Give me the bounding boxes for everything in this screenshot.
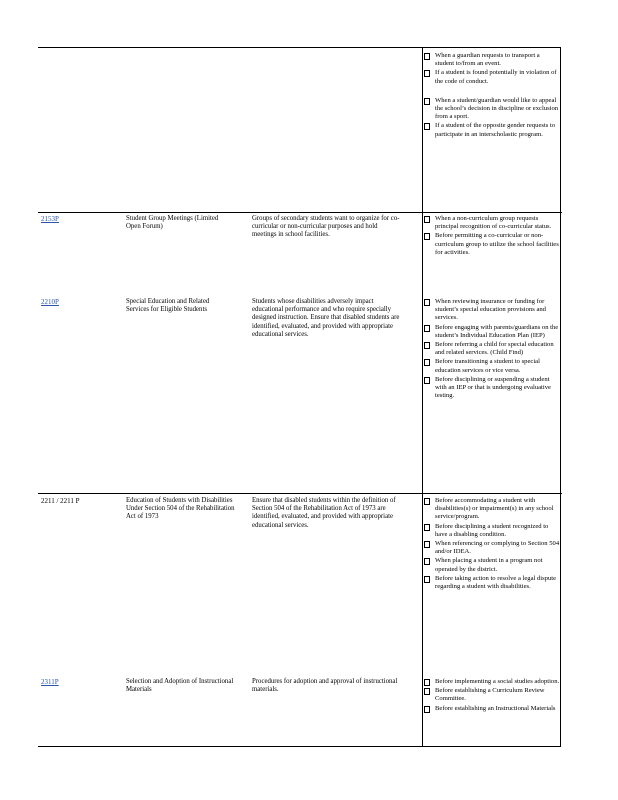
row-0-bullets: [424, 52, 560, 140]
policy-description: Procedures for adoption and approval of instructional materials.: [252, 678, 398, 694]
checkbox-icon: [424, 342, 430, 349]
checkbox-icon: [424, 70, 430, 77]
checkbox-icon: [424, 216, 430, 223]
list-item: Before permitting a co-curricular or non-curriculum group to utilize the school facilities for activities.: [424, 232, 560, 257]
policy-title: Education of Students with Disabilities Under Section 504 of the Rehabilitation Act of 1973: [126, 497, 235, 521]
list-item: Before disciplining a student recognized to have a disabling condition.: [424, 523, 560, 539]
checkbox-icon: [424, 123, 430, 130]
policy-code-link[interactable]: 2210P: [41, 298, 59, 306]
checkbox-icon: [424, 524, 430, 531]
list-item: Before taking action to resolve a legal dispute regarding a student with disabilities.: [424, 575, 560, 591]
checkbox-icon: [424, 98, 430, 105]
checkbox-icon: [424, 679, 430, 686]
row-1-bullets: [424, 215, 560, 258]
policy-code: 2211 / 2211 P: [41, 497, 80, 505]
spacer: [424, 87, 560, 96]
list-item: If a student is found potentially in violation of the code of conduct.: [424, 69, 560, 85]
checkbox-icon: [424, 377, 430, 384]
row-4-bullets: [424, 678, 560, 714]
checkbox-icon: [424, 706, 430, 713]
list-item: Before accommodating a student with disabilities(s) or impairment(s) in any school service/program.: [424, 497, 560, 522]
list-item: When reviewing insurance or funding for student’s special education provisions and services.: [424, 298, 560, 323]
checkbox-icon: [424, 576, 430, 583]
list-item: When referencing or complying to Section 504 and/or IDEA.: [424, 540, 560, 556]
policy-description: Groups of secondary students want to organize for co-curricular or non-curricular purposes and hold meetings in school facilities.: [252, 215, 400, 239]
list-item: Before engaging with parents/guardians on the student’s Individual Education Plan (IEP): [424, 324, 560, 340]
policy-title: Special Education and Related Services for Eligible Students: [126, 298, 210, 314]
list-item: Before transitioning a student to special education services or vice versa.: [424, 358, 560, 374]
list-item: Before referring a child for special education and related services. (Child Find): [424, 341, 560, 357]
checkbox-icon: [424, 53, 430, 60]
checkbox-icon: [424, 359, 430, 366]
list-item: Before establishing a Curriculum Review Committee.: [424, 687, 560, 703]
list-item: When a student/guardian would like to appeal the school’s decision in discipline or exclusion from a sport.: [424, 97, 560, 122]
row-3-bullets: [424, 497, 560, 592]
policy-code[interactable]: 2153P: [41, 215, 59, 223]
checkbox-icon: [424, 498, 430, 505]
row-divider: [38, 212, 562, 213]
policy-description: Students whose disabilities adversely impact educational performance and who require specially designed instruction. Ensure that disabled students are identified, evaluated, and provided with appropriate educational services.: [252, 298, 400, 338]
column-divider: [422, 47, 423, 747]
policy-title: Selection and Adoption of Instructional Materials: [126, 678, 234, 694]
list-item: When a non-curriculum group requests principal recognition of co-curricular status.: [424, 215, 560, 231]
list-item: Before disciplining or suspending a student with an IEP or that is undergoing evaluative testing.: [424, 376, 560, 401]
row-divider: [38, 493, 562, 494]
checkbox-icon: [424, 541, 430, 548]
list-item: Before establishing an Instructional Materials: [424, 705, 560, 713]
checkbox-icon: [424, 688, 430, 695]
checkbox-icon: [424, 558, 430, 565]
list-item: If a student of the opposite gender requests to participate in an interscholastic program.: [424, 122, 560, 138]
policy-title: Student Group Meetings (Limited Open Forum): [126, 215, 219, 231]
policy-description: Ensure that disabled students within the definition of Section 504 of the Rehabilitation Act of 1973 are identified, evaluated, and provided with appropriate educational services.: [252, 497, 396, 529]
list-item: When placing a student in a program not operated by the district.: [424, 557, 560, 573]
list-item: Before implementing a social studies adoption.: [424, 678, 560, 686]
checkbox-icon: [424, 299, 430, 306]
policy-code-link[interactable]: 2311P: [41, 678, 59, 686]
row-2-bullets: [424, 298, 560, 401]
policy-table: [38, 47, 562, 747]
checkbox-icon: [424, 233, 430, 240]
list-item: When a guardian requests to transport a student to/from an event.: [424, 52, 560, 68]
checkbox-icon: [424, 325, 430, 332]
